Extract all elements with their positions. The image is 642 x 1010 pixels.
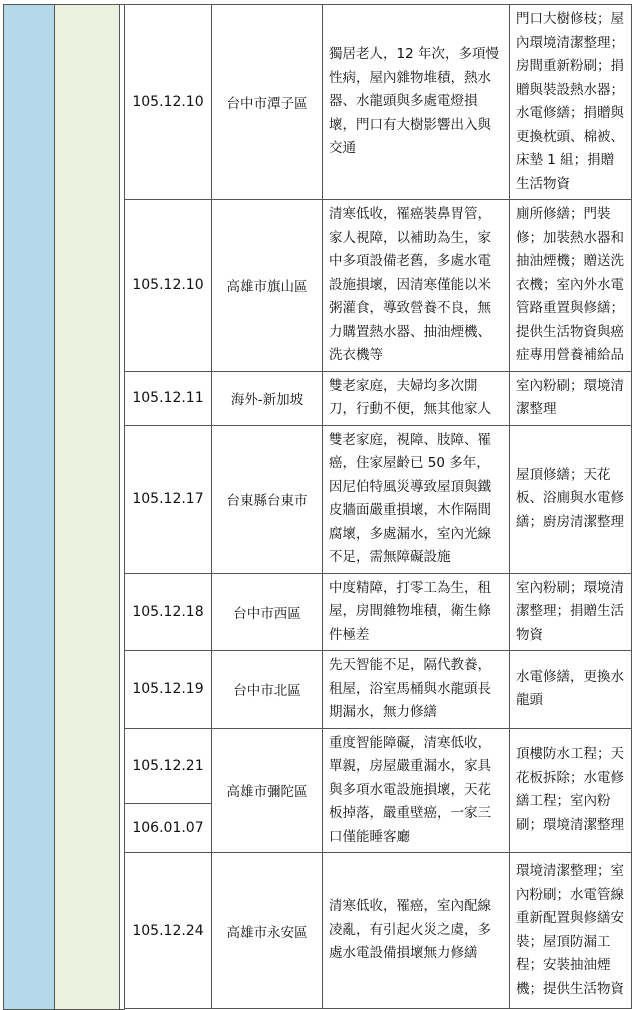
location-cell: 台中市北區 — [212, 651, 323, 729]
assistance-cell: 環境清潔整理；室內粉刷；水電管線重新配置與修繕安裝；屋頂防漏工程；安裝抽油煙機；提供生活物資 — [510, 853, 632, 1009]
date-cell: 106.01.07 — [125, 804, 212, 853]
assistance-cell: 室內粉刷；環境清潔整理；捐贈生活物資 — [510, 573, 632, 651]
location-cell: 高雄市旗山區 — [212, 200, 323, 372]
assistance-cell: 水電修繕，更換水龍頭 — [510, 651, 632, 729]
date-cell: 105.12.24 — [125, 853, 212, 1009]
date-cell: 105.12.18 — [125, 573, 212, 651]
assistance-cell: 廁所修繕；門裝修；加裝熱水器和抽油煙機；贈送洗衣機；室內外水電管路重置與修繕；提供生活物資與癌症專用營養補給品 — [510, 200, 632, 372]
situation-cell: 獨居老人，12 年次，多項慢性病，屋內雜物堆積，熱水器、水龍頭與多處電燈損壞，門口有大樹影響出入與交通 — [323, 5, 510, 200]
location-cell: 海外-新加坡 — [212, 371, 323, 425]
situation-cell: 雙老家庭，視障、肢障、罹癌，住家屋齡已 50 多年，因尼伯特風災導致屋頂與鐵皮牆面嚴重損壞，木作隔間腐壞，多處漏水，室內光線不足，需無障礙設施 — [323, 425, 510, 573]
date-cell: 105.12.10 — [125, 5, 212, 200]
filler-cell — [125, 1009, 632, 1010]
situation-cell: 中度精障，打零工為生，租屋，房間雜物堆積，衛生條件極差 — [323, 573, 510, 651]
situation-cell: 清寒低收，罹癌，室內配線凌亂，有引起火災之虞，多處水電設備損壞無力修繕 — [323, 853, 510, 1009]
assistance-cell: 門口大樹修枝；屋內環境清潔整理；房間重新粉刷；捐贈與裝設熱水器；水電修繕；捐贈與更換枕頭、棉被、床墊 1 組；捐贈生活物資 — [510, 5, 632, 200]
assistance-cell: 屋頂修繕；天花板、浴廁與水電修繕；廚房清潔整理 — [510, 425, 632, 573]
sub-category-column-cell — [55, 5, 120, 1010]
location-cell: 台中市西區 — [212, 573, 323, 651]
category-column-cell — [4, 5, 55, 1010]
situation-cell: 清寒低收，罹癌裝鼻胃管，家人視障，以補助為生，家中多項設備老舊，多處水電設施損壞，因清寒僅能以米粥灌食，導致營養不良，無力購置熱水器、抽油煙機、洗衣機等 — [323, 200, 510, 372]
date-cell: 105.12.17 — [125, 425, 212, 573]
table-row — [4, 5, 632, 200]
situation-cell: 雙老家庭，夫婦均多次開刀，行動不便，無其他家人 — [323, 371, 510, 425]
situation-cell: 重度智能障礙，清寒低收，單親，房屋嚴重漏水，家具與多項水電設施損壞，天花板掉落，嚴重壁癌，一家三口僅能睡客廳 — [323, 728, 510, 853]
date-cell: 105.12.11 — [125, 371, 212, 425]
location-cell: 台東縣台東市 — [212, 425, 323, 573]
location-cell: 高雄市彌陀區 — [212, 728, 323, 853]
date-cell: 105.12.21 — [125, 728, 212, 804]
date-cell: 105.12.19 — [125, 651, 212, 729]
assistance-cases-table — [3, 4, 632, 1010]
location-cell: 高雄市永安區 — [212, 853, 323, 1009]
situation-cell: 先天智能不足，隔代教養，租屋，浴室馬桶與水龍頭長期漏水，無力修繕 — [323, 651, 510, 729]
assistance-cell: 室內粉刷；環境清潔整理 — [510, 371, 632, 425]
location-cell: 台中市潭子區 — [212, 5, 323, 200]
date-cell: 105.12.10 — [125, 200, 212, 372]
assistance-cell: 頂樓防水工程；天花板拆除；水電修繕工程；室內粉刷；環境清潔整理 — [510, 728, 632, 853]
